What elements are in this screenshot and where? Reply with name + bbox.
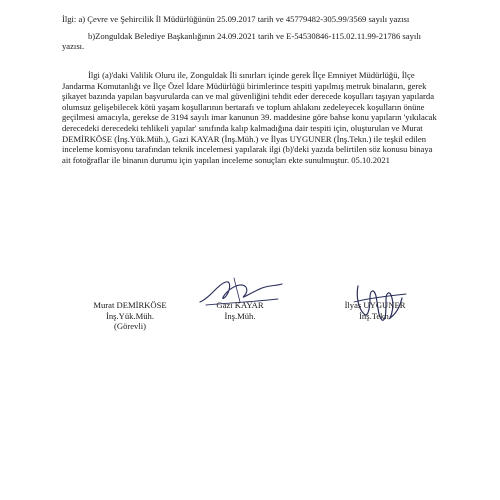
reference-block: [62, 14, 442, 52]
signatory-murat: [80, 300, 180, 332]
signatory-title: İnş.Müh.: [224, 310, 256, 321]
body-paragraph: İlgi (a)'daki Valilik Oluru ile, Zonguldak İli sınırları içinde gerek İlçe Emniyet Müdürlüğü, İlçe Jandarma Komutanlığı ve İlçe Özel İdare Müdürlüğü birimlerince tespiti yapılmış metruk binaların, gerek şikayet bazında yapılan başvurularda can ve mal güvenliğini tehdit eder derecede koşulları taşıyan yapılarda olumsuz gelişebilecek kötü yaşam koşullarının bertarafı ve toplum ahlakını zedeleyecek koşulların önüne geçilmesi amacıyla, gerekse de 3194 sayılı imar kanunun 39. maddesine göre bahse konu yapıların 'yıkılacak derecedeki derecedeki tehlikeli yapılar' sınıfında kalıp kalmadığına dair tespiti için, oluşturulan ve Murat DEMİRKÖSE (İnş.Yük.Müh.), Gazi KAYAR (İnş.Müh.) ve İlyas UYGUNER (İnş.Tekn.) ile teşkil edilen inceleme komisyonu tarafından teknik incelemesi yapılarak ilgi (b)'deki yazıda belirtilen söz konusu binaya ait fotoğraflar ile binanın durumu için yapılan inceleme sonuçları ekte sunulmuştur. 05.10.2021: [62, 70, 437, 165]
signatory-role: (Görevli): [114, 321, 146, 332]
signatory-ilyas: [330, 300, 420, 321]
reference-b: b)Zonguldak Belediye Başkanlığının 24.09.2021 tarih ve E-54530846-115.02.11.99-21786 sayılı yazısı.: [62, 30, 422, 52]
signatory-gazi: [200, 300, 280, 321]
signatory-name: İlyas UYGUNER: [344, 300, 406, 310]
signatory-name: Gazi KAYAR: [216, 300, 264, 310]
signatory-name: Murat DEMİRKÖSE: [93, 300, 167, 310]
reference-a: İlgi: a) Çevre ve Şehircilik İl Müdürlüğünün 25.09.2017 tarih ve 45779482-305.99/3569 sayılı yazısı: [62, 14, 410, 24]
signatory-title: İnş.Tekn.: [359, 310, 391, 321]
signatory-title: İnş.Yük.Müh.: [106, 310, 154, 321]
